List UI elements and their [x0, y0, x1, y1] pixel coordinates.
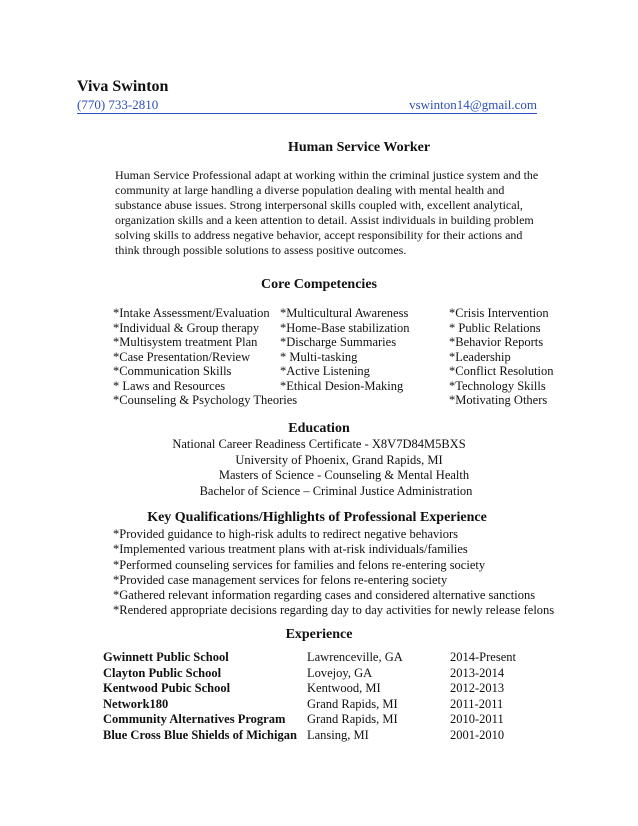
- competencies-column-3: [449, 306, 554, 408]
- employer-name: Gwinnett Public School: [103, 650, 229, 664]
- employment-dates: 2012-2013: [450, 681, 505, 695]
- summary-line: community at large handling a diverse population dealing with mental health and: [115, 183, 505, 197]
- competencies-column-2: [280, 306, 409, 393]
- competency-item: *Individual & Group therapy: [113, 320, 260, 335]
- competency-item: *Discharge Summaries: [280, 335, 397, 349]
- objective-title: Human Service Worker: [287, 140, 431, 155]
- summary-line: solving skills to address negative behavior, accept responsibility for their actions and: [115, 228, 523, 242]
- education-list: [0, 437, 638, 499]
- employment-dates: 2010-2011: [450, 712, 504, 726]
- employer-location: Lawrenceville, GA: [307, 650, 403, 664]
- summary-line: substance abuse issues. Strong interpersonal skills coupled with, excellent analytical,: [115, 198, 523, 212]
- experience-row: [103, 712, 533, 728]
- qualification-item: *Gathered relevant information regarding cases and considered alternative sanctions: [113, 588, 536, 603]
- competency-item: *Multisystem treatment Plan: [113, 335, 258, 349]
- competency-item: *Active Listening: [280, 364, 370, 378]
- competency-item: *Home-Base stabilization: [280, 320, 410, 335]
- education-line: Bachelor of Science – Criminal Justice Administration: [199, 483, 473, 498]
- employer-name: Network180: [103, 696, 169, 711]
- competencies-title: Core Competencies: [261, 277, 377, 292]
- competency-item: *Technology Skills: [449, 378, 546, 393]
- experience-row: [103, 728, 533, 744]
- qualification-item: *Rendered appropriate decisions regarding day to day activities for newly release felons: [113, 603, 555, 618]
- competency-item: * Multi-tasking: [280, 349, 358, 364]
- competency-item: *Behavior Reports: [449, 335, 544, 349]
- qualifications-list: [113, 527, 554, 619]
- competency-item: *Intake Assessment/Evaluation: [113, 306, 270, 320]
- contact-line: [77, 97, 537, 114]
- education-line: University of Phoenix, Grand Rapids, MI: [235, 452, 443, 467]
- competency-item: * Public Relations: [449, 320, 541, 335]
- experience-row: [103, 650, 533, 666]
- competency-item: *Crisis Intervention: [449, 306, 549, 320]
- employer-name: Community Alternatives Program: [103, 712, 286, 726]
- employer-location: Lovejoy, GA: [307, 665, 373, 680]
- education-title: Education: [288, 421, 350, 436]
- competency-item: *Counseling & Psychology Theories: [113, 393, 298, 407]
- experience-row: [103, 697, 533, 713]
- qualification-item: *Provided case management services for felons re-entering society: [113, 572, 448, 587]
- summary-paragraph: [115, 168, 555, 258]
- competency-item: *Leadership: [449, 349, 511, 364]
- qualification-item: *Performed counseling services for families and felons re-entering society: [113, 557, 486, 572]
- employer-location: Grand Rapids, MI: [307, 712, 398, 726]
- competency-item: *Conflict Resolution: [449, 364, 554, 378]
- employment-dates: 2014-Present: [450, 650, 516, 664]
- employment-dates: 2013-2014: [450, 665, 505, 680]
- experience-row: [103, 666, 533, 682]
- experience-table: [103, 650, 533, 743]
- employment-dates: 2011-2011: [450, 696, 504, 711]
- summary-line: organization skills and a keen attention to detail. Assist individuals in building problem: [115, 213, 534, 227]
- competency-item: *Multicultural Awareness: [280, 306, 409, 320]
- employer-name: Kentwood Pubic School: [103, 681, 231, 695]
- employer-name: Blue Cross Blue Shields of Michigan: [103, 727, 297, 742]
- experience-title: Experience: [285, 627, 353, 642]
- employer-location: Grand Rapids, MI: [307, 696, 398, 711]
- summary-line: Human Service Professional adapt at working within the criminal justice system and the: [115, 168, 539, 182]
- qualification-item: *Implemented various treatment plans with at-risk individuals/families: [113, 542, 468, 557]
- employer-name: Clayton Public School: [103, 665, 222, 680]
- email-link[interactable]: vswinton14@gmail.com: [409, 97, 537, 112]
- employer-location: Kentwood, MI: [307, 681, 381, 695]
- competencies-column-1: [113, 306, 297, 408]
- experience-row: [103, 681, 533, 697]
- applicant-name: Viva Swinton: [77, 78, 169, 95]
- employer-location: Lansing, MI: [307, 727, 369, 742]
- summary-line: think through possible solutions to assess positive outcomes.: [115, 243, 407, 257]
- education-line: National Career Readiness Certificate - X8V7D84M5BXS: [172, 437, 466, 451]
- competency-item: *Communication Skills: [113, 364, 232, 378]
- qualifications-title: Key Qualifications/Highlights of Professional Experience: [147, 510, 487, 525]
- phone-link[interactable]: (770) 733-2810: [77, 97, 159, 112]
- education-line: Masters of Science - Counseling & Mental Health: [218, 468, 470, 482]
- qualification-item: *Provided guidance to high-risk adults to redirect negative behaviors: [113, 527, 459, 541]
- competency-item: *Ethical Desion-Making: [280, 378, 404, 393]
- competency-item: * Laws and Resources: [113, 378, 226, 393]
- competency-item: *Motivating Others: [449, 393, 548, 407]
- competency-item: *Case Presentation/Review: [113, 349, 251, 364]
- employment-dates: 2001-2010: [450, 727, 505, 742]
